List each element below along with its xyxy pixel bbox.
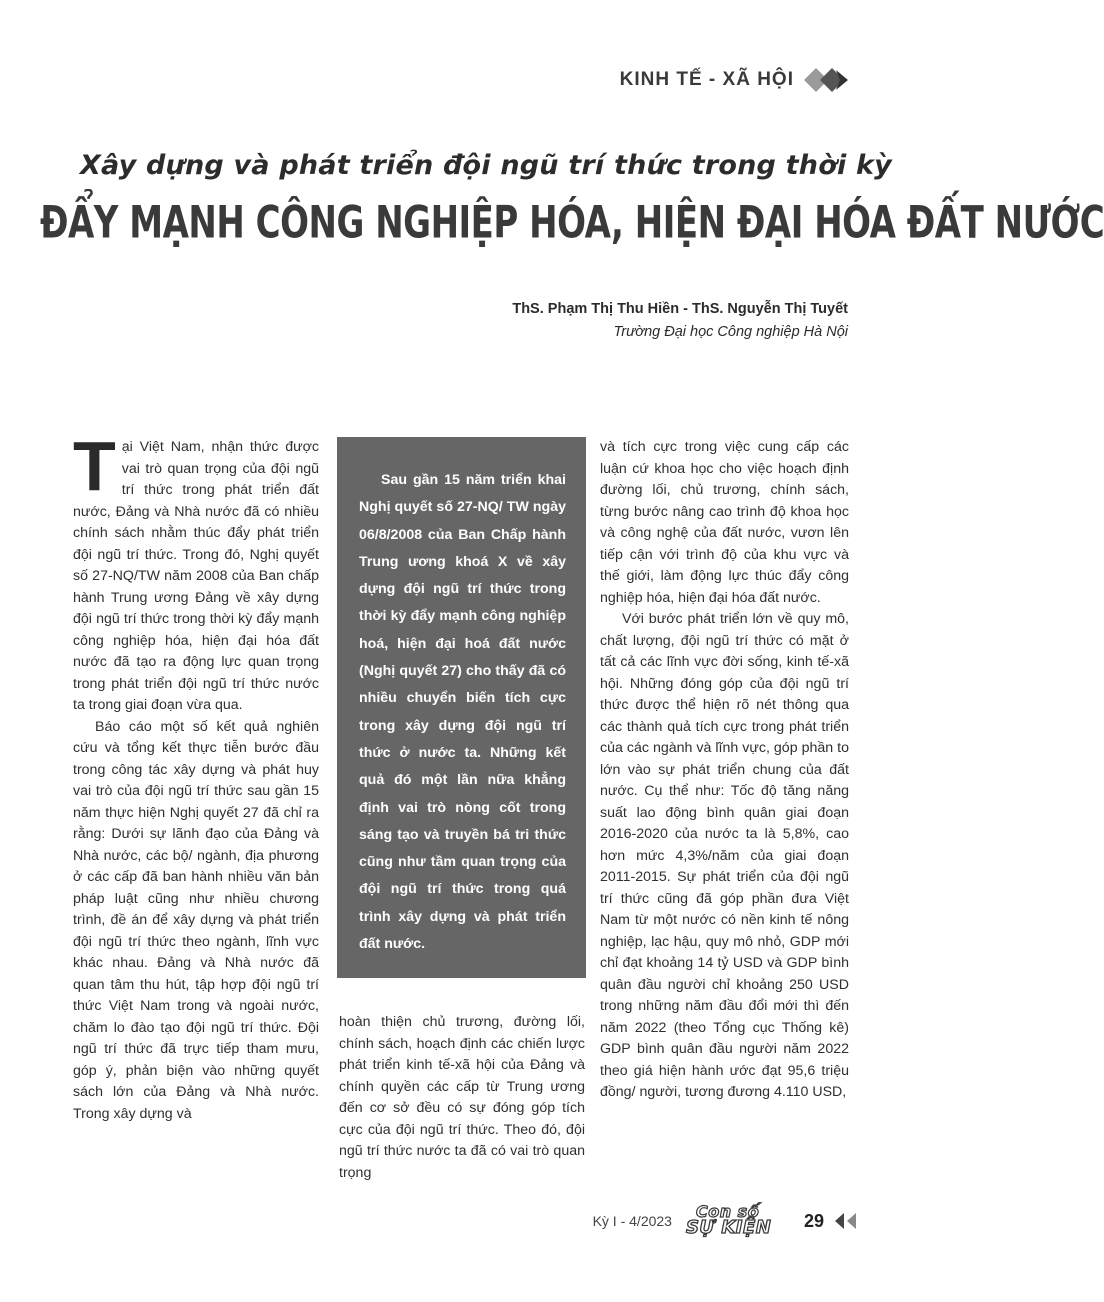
section-header xyxy=(620,62,850,98)
logo-top-text: Con số xyxy=(695,1202,760,1221)
column-right xyxy=(600,437,849,1104)
article-title-line2: ĐẨY MẠNH CÔNG NGHIỆP HÓA, HIỆN ĐẠI HÓA ĐẤT NƯỚC xyxy=(40,197,1104,249)
pull-quote xyxy=(337,437,586,978)
double-chevron-right-icon xyxy=(802,66,850,94)
column-left xyxy=(73,427,319,1125)
paragraph-report: Báo cáo một số kết quả nghiên cứu và tổng kết thực tiễn bước đầu trong công tác xây dựng và phát huy vai trò của đội ngũ trí thức sau gần 15 năm thực hiện Nghị quyết 27 đã chỉ ra rằng: Dưới sự lãnh đạo của Đảng và Nhà nước, các bộ/ ngành, địa phương ở các cấp đã ban hành nhiều văn bản pháp luật cũng như nhiều chương trình, đề án để xây dựng và phát triển đội ngũ trí thức theo ngành, lĩnh vực khác nhau. Đảng và Nhà nước đã quan tâm thu hút, tập hợp đội ngũ trí thức Việt Nam trong và ngoài nước, chăm lo đào tạo đội ngũ trí thức. Đội ngũ trí thức đã trực tiếp tham mưu, góp ý, phản biện vào những quyết sách lớn của Đảng và Nhà nước. Trong xây dựng và xyxy=(73,718,319,1122)
drop-cap: T xyxy=(73,427,116,505)
section-label: KINH TẾ - XÃ HỘI xyxy=(619,69,794,90)
page-number: 29 xyxy=(803,1210,824,1231)
article-title-line1: Xây dựng và phát triển đội ngũ trí thức trong thời kỳ xyxy=(80,150,892,181)
pull-quote-text: Sau gần 15 năm triển khai Nghị quyết số 27-NQ/ TW ngày 06/8/2008 của Ban Chấp hành Trung ương khoá X về xây dựng đội ngũ trí thức trong thời kỳ đẩy mạnh công nghiệp hoá, hiện đại hoá đất nước (Nghị quyết 27) cho thấy đã có nhiều chuyển biến tích cực trong xây dựng đội ngũ trí thức ở nước ta. Những kết quả đó một lần nữa khẳng định vai trò nòng cốt trong sáng tạo và truyền bá tri thức cũng như tầm quan trọng của đội ngũ trí thức trong quá trình xây dựng và phát triển đất nước. xyxy=(359,472,566,953)
article-authors: ThS. Phạm Thị Thu Hiền - ThS. Nguyễn Thị Tuyết xyxy=(512,301,848,317)
column-middle xyxy=(339,1012,585,1184)
magazine-logo xyxy=(682,1202,794,1238)
page-footer xyxy=(592,1202,858,1238)
paragraph-development: Với bước phát triển lớn về quy mô, chất lượng, đội ngũ trí thức có mặt ở tất cả các lĩnh vực đời sống, kinh tế-xã hội. Những đóng góp của đội ngũ trí thức được thể hiện rõ nét thông qua các thành quả tích cực trong phát triển của các ngành và lĩnh vực, góp phần to lớn vào sự phát triển chung của đất nước. Cụ thể như: Tốc độ tăng năng suất lao động bình quân giai đoạn 2016-2020 của nước ta là 5,8%, cao hơn mức 4,3%/năm của giai đoạn 2011-2015. Sự phát triển của đội ngũ trí thức cũng đã góp phần đưa Việt Nam từ một nước có nền kinh tế nông nghiệp, lạc hậu, quy mô nhỏ, GDP mới chỉ đạt khoảng 14 tỷ USD và GDP bình quân đầu người chỉ khoảng 250 USD trong những năm đầu đổi mới thì đến năm 2022 (theo Tổng cục Thống kê) GDP bình quân đầu người năm 2022 theo giá hiện hành ước đạt 95,6 triệu đồng/ người, tương đương 4.110 USD, xyxy=(600,611,849,1100)
article-affiliation: Trường Đại học Công nghiệp Hà Nội xyxy=(613,324,848,340)
paragraph-role: và tích cực trong việc cung cấp các luận cứ khoa học cho việc hoạch định đường lối, chủ trương, chính sách, từng bước nâng cao trình độ khoa học và công nghệ của đất nước, vươn lên tiếp cận với trình độ của khu vực và thế giới, làm động lực thúc đẩy công nghiệp hóa, hiện đại hóa đất nước. xyxy=(600,439,849,606)
paragraph-intro-text: ại Việt Nam, nhận thức được vai trò quan trọng của đội ngũ trí thức trong phát triển đất nước, Đảng và Nhà nước đã có nhiều chính sách nhằm thúc đẩy phát triển đội ngũ trí thức. Trong đó, Nghị quyết số 27-NQ/TW năm 2008 của Ban chấp hành Trung ương Đảng về xây dựng đội ngũ trí thức trong thời kỳ đẩy mạnh công nghiệp hóa, hiện đại hóa đất nước đã tạo ra động lực quan trọng trong phát triển đội ngũ trí thức nước ta trong giai đoạn vừa qua. xyxy=(73,439,319,713)
paragraph-continued: hoàn thiện chủ trương, đường lối, chính sách, hoạch định các chiến lược phát triển kinh tế-xã hội của Đảng và chính quyền các cấp từ Trung ương đến cơ sở đều có sự đóng góp tích cực của đội ngũ trí thức. Theo đó, đội ngũ trí thức nước ta đã có vai trò quan trọng xyxy=(339,1014,585,1181)
logo-bottom-text: SỰ KIỆN xyxy=(685,1217,772,1238)
double-chevron-left-icon xyxy=(834,1212,858,1230)
paragraph-intro xyxy=(73,427,319,717)
issue-label: Kỳ I - 4/2023 xyxy=(592,1213,672,1229)
